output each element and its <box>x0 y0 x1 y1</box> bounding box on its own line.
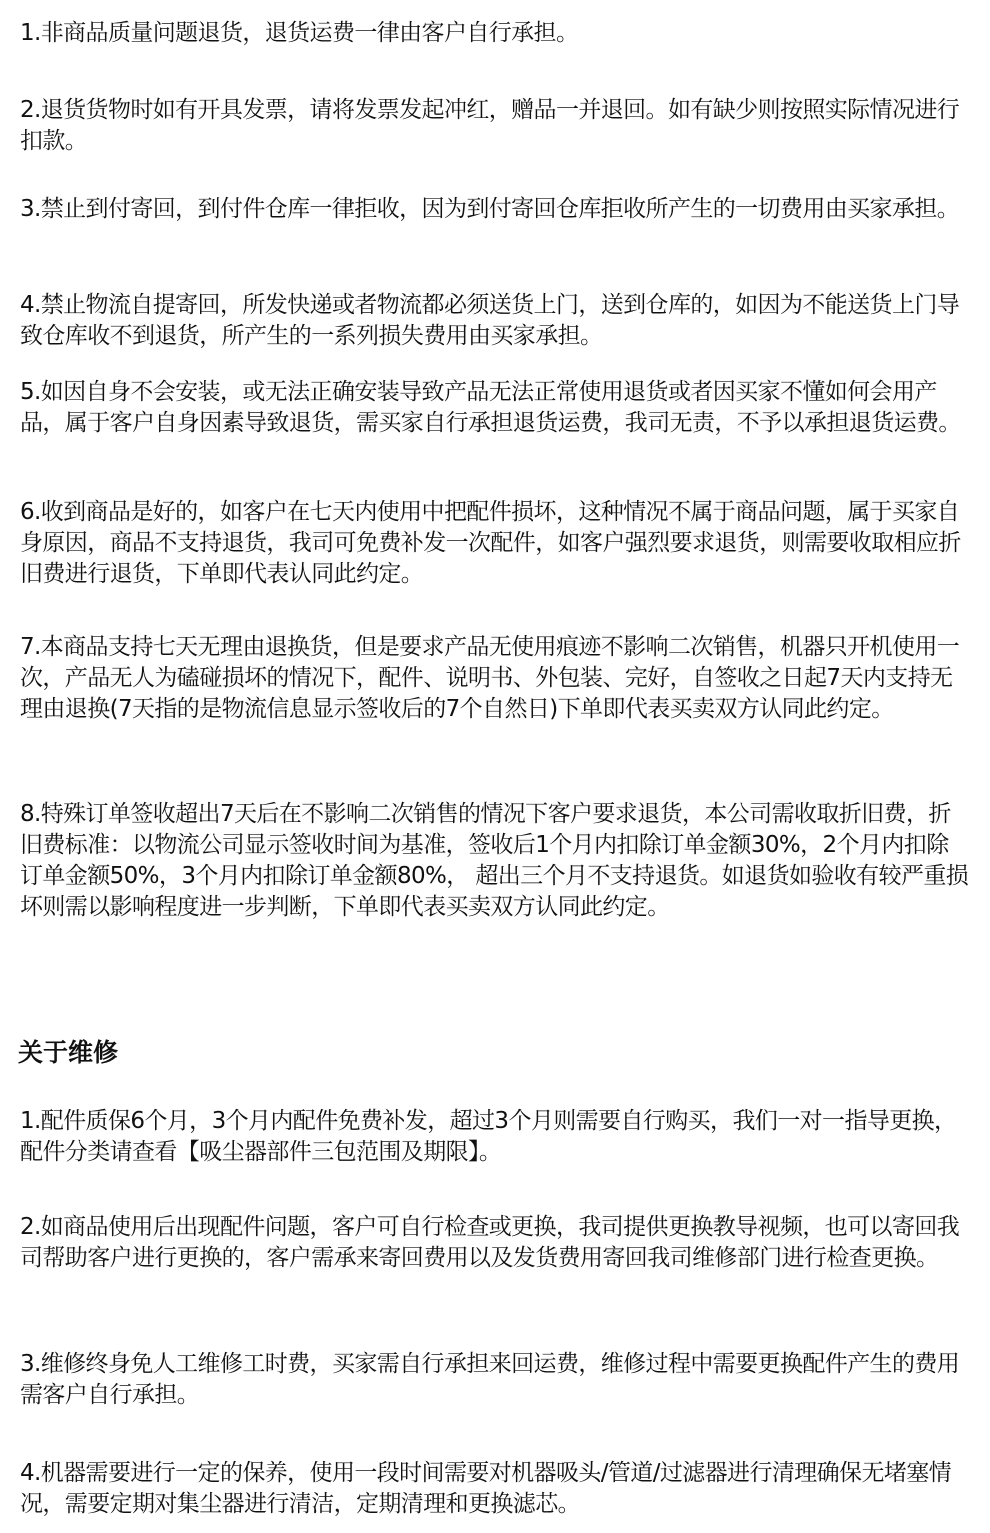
return-policy-item-5: 5.如因自身不会安装，或无法正确安装导致产品无法正常使用退货或者因买家不懂如何会用产品，属于客户自身因素导致退货，需买家自行承担退货运费，我司无责，不予以承担退货运费。 <box>20 379 961 436</box>
repair-section-heading: 关于维修 <box>18 1038 119 1067</box>
repair-policy-item-3: 3.维修终身免人工维修工时费，买家需自行承担来回运费，维修过程中需要更换配件产生的费用需客户自行承担。 <box>20 1351 960 1408</box>
repair-policy-item-2: 2.如商品使用后出现配件问题，客户可自行检查或更换，我司提供更换教导视频，也可以寄回我司帮助客户进行更换的，客户需承来寄回费用以及发货费用寄回我司维修部门进行检查更换。 <box>20 1214 960 1271</box>
return-policy-item-8: 8.特殊订单签收超出7天后在不影响二次销售的情况下客户要求退货，本公司需收取折旧费，折旧费标准：以物流公司显示签收时间为基准，签收后1个月内扣除订单金额30%，2个月内扣除订单金额50%，3个月内扣除订单金额80%， 超出三个月不支持退货。如退货如验收有较严重损坏则需以影响程度进一步判断，下单即代表买卖双方认同此约定。 <box>20 801 969 920</box>
return-policy-item-6: 6.收到商品是好的，如客户在七天内使用中把配件损坏，这种情况不属于商品问题，属于买家自身原因，商品不支持退货，我司可免费补发一次配件，如客户强烈要求退货，则需要收取相应折旧费进行退货，下单即代表认同此约定。 <box>20 499 961 587</box>
return-policy-item-2: 2.退货货物时如有开具发票，请将发票发起冲红，赠品一并退回。如有缺少则按照实际情况进行扣款。 <box>20 97 960 154</box>
repair-policy-item-4: 4.机器需要进行一定的保养，使用一段时间需要对机器吸头/管道/过滤器进行清理确保无堵塞情况，需要定期对集尘器进行清洁，定期清理和更换滤芯。 <box>20 1460 952 1517</box>
return-policy-item-7: 7.本商品支持七天无理由退换货，但是要求产品无使用痕迹不影响二次销售，机器只开机使用一次，产品无人为磕碰损坏的情况下，配件、说明书、外包装、完好，自签收之日起7天内支持无理由退换(7天指的是物流信息显示签收后的7个自然日)下单即代表买卖双方认同此约定。 <box>20 634 960 722</box>
repair-policy-item-1: 1.配件质保6个月，3个月内配件免费补发，超过3个月则需要自行购买，我们一对一指导更换，配件分类请查看【吸尘器部件三包范围及期限】。 <box>20 1108 957 1165</box>
return-policy-item-3: 3.禁止到付寄回，到付件仓库一律拒收，因为到付寄回仓库拒收所产生的一切费用由买家承担。 <box>20 196 960 222</box>
return-policy-item-4: 4.禁止物流自提寄回，所发快递或者物流都必须送货上门，送到仓库的，如因为不能送货上门导致仓库收不到退货，所产生的一系列损失费用由买家承担。 <box>20 292 960 349</box>
return-policy-item-1: 1.非商品质量问题退货，退货运费一律由客户自行承担。 <box>20 20 579 46</box>
